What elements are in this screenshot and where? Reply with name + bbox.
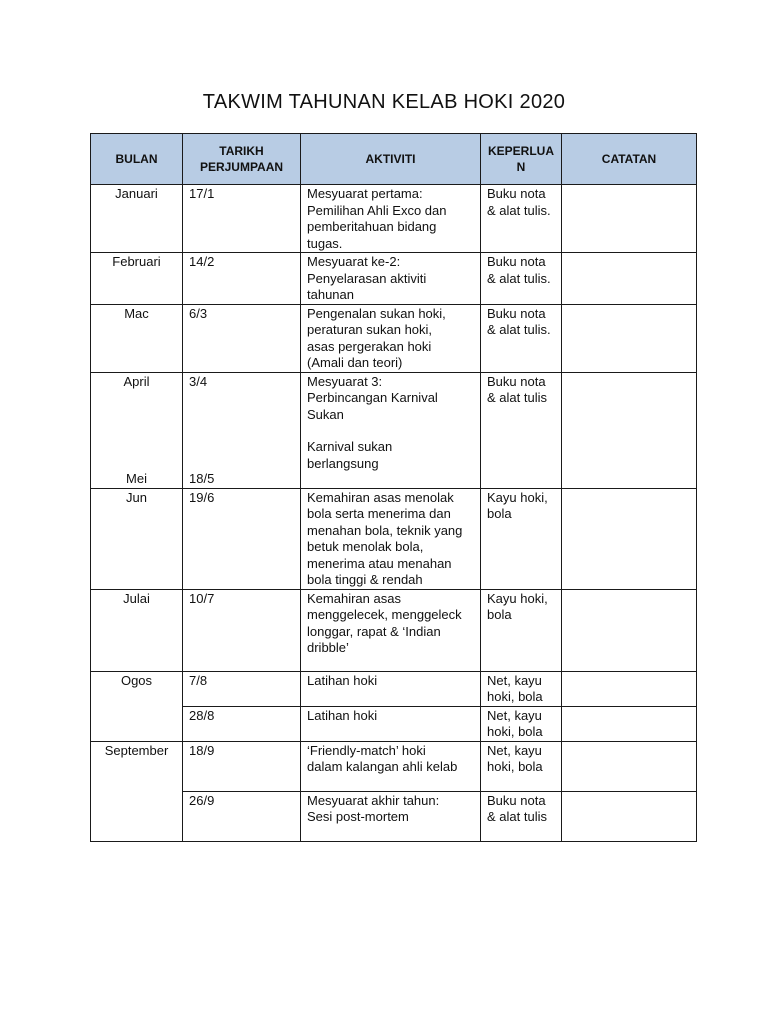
table-row [91,253,697,305]
table-row [91,741,697,791]
aktiviti-line: Mesyuarat ke-2: [307,254,401,269]
header-aktiviti: AKTIVITI [301,134,481,185]
header-keperluan [481,134,562,185]
keperluan-line: Buku nota [487,254,546,269]
cell-catatan [562,253,697,305]
cell-catatan [562,741,697,791]
aktiviti-line: Pemilihan Ahli Exco dan [307,202,447,218]
aktiviti-line: menggelecek, menggeleck [307,607,462,622]
aktiviti-line: tugas. [307,235,343,251]
cell-tarikh: 6/3 [183,304,301,372]
keperluan-line: Net, kayu [487,742,542,758]
aktiviti-line: menahan bola, teknik yang [307,522,463,538]
aktiviti-line: dribble’ [307,640,349,655]
cell-keperluan [481,304,562,372]
cell-catatan [562,589,697,671]
cell-aktiviti [301,185,481,253]
keperluan-line: & alat tulis. [487,202,551,218]
cell-tarikh: 28/8 [183,706,301,741]
cell-aktiviti [301,791,481,841]
aktiviti-line: (Amali dan teori) [307,355,403,370]
keperluan-line: Buku nota [487,186,546,201]
keperluan-line: hoki, bola [487,759,543,774]
cell-aktiviti [301,741,481,791]
cell-tarikh [183,372,301,488]
cell-tarikh: 14/2 [183,253,301,305]
cell-tarikh: 17/1 [183,185,301,253]
table-row [91,589,697,671]
cell-catatan [562,671,697,706]
header-catatan: CATATAN [562,134,697,185]
keperluan-line: & alat tulis [487,390,547,405]
keperluan-line: & alat tulis [487,809,547,824]
aktiviti-line: Latihan hoki [307,707,378,723]
cell-bulan: Januari [91,185,183,253]
aktiviti-line: Sesi post-mortem [307,809,409,824]
cell-aktiviti [301,488,481,589]
aktiviti-line: Mesyuarat akhir tahun: [307,792,440,808]
cell-keperluan [481,185,562,253]
table-row [91,185,697,253]
aktiviti-line: menerima atau menahan [307,555,452,571]
cell-tarikh: 7/8 [183,671,301,706]
aktiviti-line: bola tinggi & rendah [307,572,423,587]
header-tarikh-line1: TARIKH [219,144,264,158]
keperluan-line: & alat tulis. [487,270,551,286]
aktiviti-line: longgar, rapat & ‘Indian [307,623,441,639]
cell-bulan: September [91,741,183,841]
keperluan-line: Net, kayu [487,672,542,688]
aktiviti-line: Pengenalan sukan hoki, [307,305,446,321]
keperluan-line: Buku nota [487,305,546,321]
aktiviti-line: Mesyuarat 3: [307,373,383,389]
bulan-mei: Mei [126,471,147,486]
cell-keperluan [481,671,562,706]
aktiviti-line: ‘Friendly-match’ hoki [307,742,426,758]
tarikh-april: 3/4 [189,373,208,389]
cell-keperluan [481,488,562,589]
cell-aktiviti [301,304,481,372]
table-row [91,372,697,488]
keperluan-line: hoki, bola [487,724,543,739]
table-row [91,488,697,589]
table-row [91,304,697,372]
aktiviti-line: Perbincangan Karnival [307,390,438,405]
aktiviti-line: Sukan [307,406,344,422]
aktiviti-line: Karnival sukan [307,439,393,454]
aktiviti-line: Penyelarasan aktiviti [307,270,427,286]
bulan-april: April [123,373,150,389]
aktiviti-line: Kemahiran asas [307,590,401,606]
cell-aktiviti [301,671,481,706]
header-keperluan-line2: N [516,160,526,174]
keperluan-line: Buku nota [487,792,546,808]
aktiviti-line: berlangsung [307,455,379,471]
cell-tarikh: 19/6 [183,488,301,589]
keperluan-line: Kayu hoki, [487,590,548,606]
aktiviti-line: bola serta menerima dan [307,506,451,521]
aktiviti-line: Kemahiran asas menolak [307,489,454,505]
aktiviti-line: Latihan hoki [307,672,378,688]
cell-bulan: Mac [91,304,183,372]
cell-tarikh: 18/9 [183,741,301,791]
keperluan-line: Buku nota [487,373,546,389]
cell-catatan [562,185,697,253]
cell-keperluan [481,372,562,488]
cell-aktiviti [301,372,481,488]
aktiviti-line: pemberitahuan bidang [307,219,437,234]
keperluan-line: bola [487,506,512,521]
keperluan-line: Net, kayu [487,707,542,723]
aktiviti-line: asas pergerakan hoki [307,338,432,354]
document-title: TAKWIM TAHUNAN KELAB HOKI 2020 [202,91,566,113]
aktiviti-line: betuk menolak bola, [307,539,424,554]
cell-keperluan [481,253,562,305]
cell-bulan: Ogos [91,671,183,741]
cell-catatan [562,304,697,372]
cell-keperluan [481,589,562,671]
header-keperluan-line1: KEPERLUA [487,144,554,158]
keperluan-line: bola [487,607,512,622]
header-bulan: BULAN [91,134,183,185]
cell-aktiviti [301,253,481,305]
cell-bulan: Jun [91,488,183,589]
aktiviti-line: dalam kalangan ahli kelab [307,759,458,774]
aktiviti-line: peraturan sukan hoki, [307,322,433,337]
keperluan-line: hoki, bola [487,689,543,704]
header-tarikh-line2: PERJUMPAAN [199,160,284,174]
cell-keperluan [481,741,562,791]
cell-aktiviti [301,706,481,741]
cell-catatan [562,706,697,741]
cell-catatan [562,488,697,589]
cell-tarikh: 26/9 [183,791,301,841]
aktiviti-line: tahunan [307,287,354,302]
cell-tarikh: 10/7 [183,589,301,671]
cell-catatan [562,791,697,841]
cell-bulan: Februari [91,253,183,305]
cell-keperluan [481,791,562,841]
cell-bulan [91,372,183,488]
cell-bulan: Julai [91,589,183,671]
tarikh-mei: 18/5 [189,471,215,486]
table-header-row [91,134,697,185]
keperluan-line: Kayu hoki, [487,489,548,505]
cell-aktiviti [301,589,481,671]
table-row [91,671,697,706]
cell-catatan [562,372,697,488]
cell-keperluan [481,706,562,741]
keperluan-line: & alat tulis. [487,322,551,337]
schedule-table [90,133,697,842]
header-tarikh [183,134,301,185]
aktiviti-line: Mesyuarat pertama: [307,186,423,201]
